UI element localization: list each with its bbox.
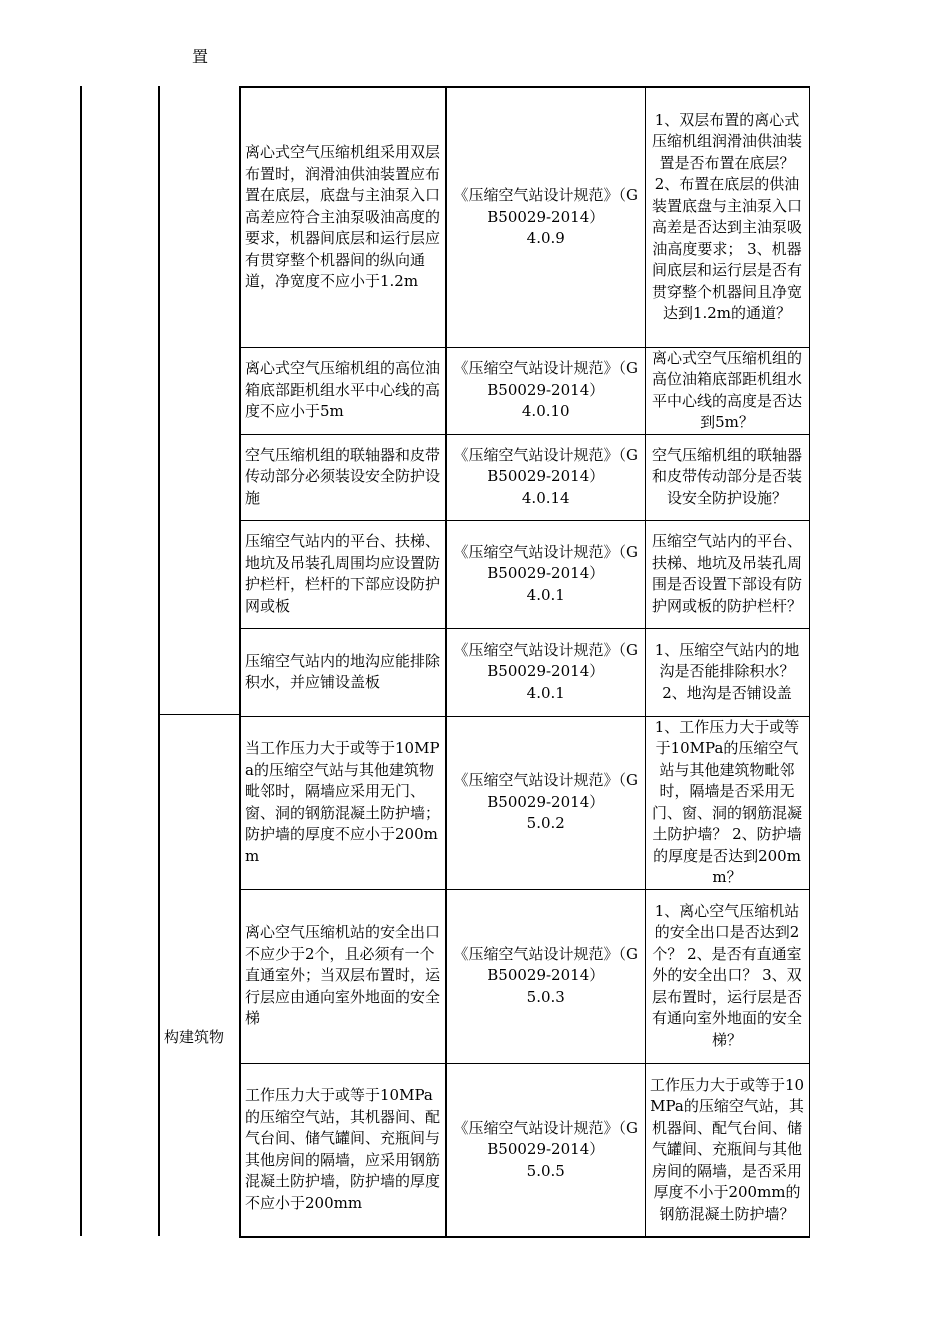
requirement-cell: 离心空气压缩机站的安全出口不应少于2个，且必须有一个直通室外；当双层布置时，运行层应由通向室外地面的安全梯 (240, 889, 446, 1063)
table-row (240, 520, 809, 628)
reference-cell (446, 1063, 645, 1237)
check-cell: 1、双层布置的离心式压缩机组润滑油供油装置是否布置在底层？ 2、布置在底层的供油装置底盘与主油泵入口高差是否达到主油泵吸油高度要求； 3、机器间底层和运行层是否有贯穿整个机器间且净宽达到1.2m的通道？ (645, 87, 809, 347)
reference-clause: 4.0.1 (526, 683, 565, 702)
reference-clause: 4.0.1 (526, 585, 565, 604)
reference-title: 《压缩空气站设计规范》（GB50029-2014） (453, 445, 638, 486)
table-row (240, 628, 809, 716)
reference-clause: 4.0.9 (526, 229, 565, 247)
check-cell: 空气压缩机组的联轴器和皮带传动部分是否装设安全防护设施？ (645, 434, 809, 520)
check-cell: 离心式空气压缩机组的高位油箱底部距机组水平中心线的高度是否达到5m？ (645, 347, 809, 434)
category-border-line (158, 86, 160, 1236)
check-cell: 1、压缩空气站内的地沟是否能排除积水？ 2、地沟是否铺设盖 (645, 628, 809, 716)
section-label: 构建筑物 (164, 1028, 225, 1046)
check-cell: 压缩空气站内的平台、扶梯、地坑及吊装孔周围是否设置下部设有防护网或板的防护栏杆？ (645, 520, 809, 628)
reference-title: 《压缩空气站设计规范》（GB50029-2014） (453, 944, 638, 985)
check-cell: 工作压力大于或等于10MPa的压缩空气站，其机器间、配气台间、储气罐间、充瓶间与其他房间的隔墙，是否采用厚度不小于200mm的钢筋混凝土防护墙？ (645, 1063, 809, 1237)
requirement-cell: 离心式空气压缩机组的高位油箱底部距机组水平中心线的高度不应小于5m (240, 347, 446, 434)
requirement-cell: 空气压缩机组的联轴器和皮带传动部分必须装设安全防护设施 (240, 434, 446, 520)
left-border-line (80, 86, 82, 1236)
requirement-cell: 工作压力大于或等于10MPa的压缩空气站，其机器间、配气台间、储气罐间、充瓶间与其他房间的隔墙，应采用钢筋混凝土防护墙，防护墙的厚度不应小于200mm (240, 1063, 446, 1237)
table-row (240, 347, 809, 434)
reference-title: 《压缩空气站设计规范》（GB50029-2014） (453, 1118, 638, 1158)
reference-clause: 5.0.5 (526, 1161, 565, 1180)
section-divider (160, 714, 240, 715)
reference-cell (446, 434, 645, 520)
reference-cell (446, 347, 645, 434)
table-row (240, 1063, 809, 1237)
reference-cell (446, 520, 645, 628)
table-row (240, 716, 809, 889)
reference-title: 《压缩空气站设计规范》（GB50029-2014） (453, 186, 638, 226)
reference-clause: 5.0.2 (526, 814, 565, 833)
reference-title: 《压缩空气站设计规范》（GB50029-2014） (453, 771, 638, 811)
reference-title: 《压缩空气站设计规范》（GB50029-2014） (453, 542, 638, 583)
reference-cell (446, 716, 645, 889)
header-fragment: 置 (192, 47, 209, 66)
requirement-cell: 离心式空气压缩机组采用双层布置时，润滑油供油装置应布置在底层，底盘与主油泵入口高差应符合主油泵吸油高度的要求，机器间底层和运行层应有贯穿整个机器间的纵向通道，净宽度不应小于1.2m (240, 87, 446, 347)
reference-clause: 5.0.3 (526, 987, 565, 1006)
requirement-cell: 当工作压力大于或等于10MPa的压缩空气站与其他建筑物毗邻时，隔墙应采用无门、窗、洞的钢筋混凝土防护墙；防护墙的厚度不应小于200mm (240, 716, 446, 889)
reference-clause: 4.0.14 (521, 488, 570, 507)
reference-title: 《压缩空气站设计规范》（GB50029-2014） (453, 640, 638, 681)
reference-clause: 4.0.10 (521, 402, 570, 421)
requirement-cell: 压缩空气站内的平台、扶梯、地坑及吊装孔周围均应设置防护栏杆，栏杆的下部应设防护网或板 (240, 520, 446, 628)
check-cell: 1、工作压力大于或等于10MPa的压缩空气站与其他建筑物毗邻时，隔墙是否采用无门、窗、洞的钢筋混凝土防护墙？ 2、防护墙的厚度是否达到200mm？ (645, 716, 809, 889)
reference-cell (446, 889, 645, 1063)
check-cell: 1、离心空气压缩机站的安全出口是否达到2个？ 2、是否有直通室外的安全出口？ 3、双层布置时，运行层是否有通向室外地面的安全梯？ (645, 889, 809, 1063)
table-row (240, 889, 809, 1063)
reference-title: 《压缩空气站设计规范》（GB50029-2014） (453, 359, 638, 399)
table-row (240, 87, 809, 347)
table-row (240, 434, 809, 520)
requirement-cell: 压缩空气站内的地沟应能排除积水，并应铺设盖板 (240, 628, 446, 716)
reference-cell (446, 628, 645, 716)
reference-cell (446, 87, 645, 347)
inspection-table (239, 86, 810, 1238)
